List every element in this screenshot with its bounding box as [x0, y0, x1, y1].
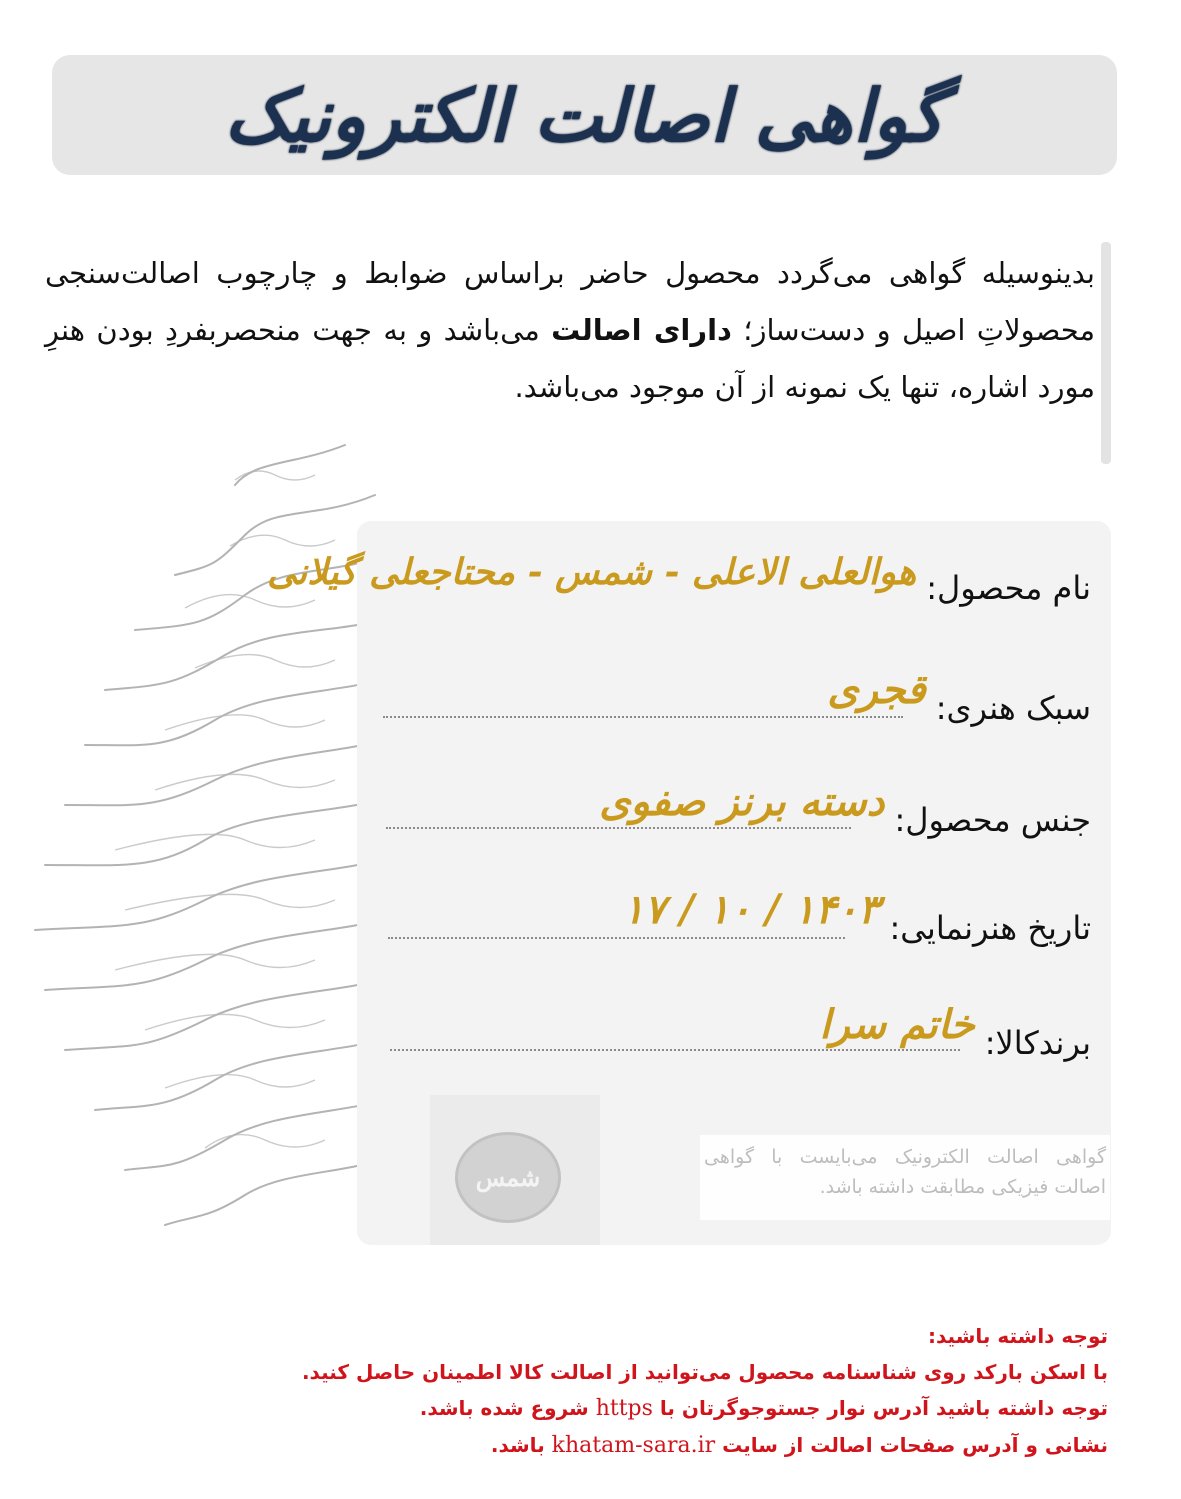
notes-line-site: [230, 1427, 1108, 1464]
notes-https-before: توجه داشته باشید آدرس نوار جستوجوگرتان با: [652, 1396, 1108, 1420]
verification-notes: [230, 1318, 1108, 1464]
art-style-dotted-line: [383, 716, 903, 718]
intro-paragraph: [45, 245, 1095, 416]
product-name-value: هوالعلی الاعلی - شمس - محتاجعلی گیلانی: [267, 551, 917, 593]
physical-certificate-note: گواهی اصالت الکترونیک می‌بایست با گواهی اصالت فیزیکی مطابقت داشته باشد.: [704, 1146, 1106, 1198]
calligraphy-background-decoration: [15, 425, 405, 1255]
art-date-label: تاریخ هنرنمایی:: [889, 909, 1091, 947]
certificate-header: [52, 55, 1117, 175]
field-material: [599, 778, 1091, 839]
notes-https-after: شروع شده باشد.: [419, 1396, 596, 1420]
field-art-date: [622, 886, 1091, 947]
art-style-label: سبک هنری:: [935, 689, 1091, 727]
shams-seal-stamp: [455, 1132, 561, 1223]
art-style-value: قجری: [827, 666, 926, 713]
brand-value: خاتم سرا: [819, 1001, 975, 1048]
brand-label: برندکالا:: [984, 1024, 1091, 1062]
notes-site-url: khatam-sara.ir: [551, 1433, 716, 1458]
notes-line-barcode: با اسکن بارکد روی شناسنامه محصول می‌توانید از اصالت کالا اطمینان حاصل کنید.: [301, 1360, 1108, 1384]
product-name-label: نام محصول:: [926, 569, 1091, 607]
field-brand: [819, 1001, 1091, 1062]
notes-site-before: نشانی و آدرس صفحات اصالت از سایت: [715, 1433, 1108, 1457]
notes-line-https: [230, 1390, 1108, 1427]
notes-site-after: باشد.: [490, 1433, 552, 1457]
art-date-value: ۱۴۰۳ / ۱۰ / ۱۷: [622, 886, 880, 933]
intro-text-start: بدینوسیله گواهی می‌گردد محصول حاضر براساس ضوابط و چارچوب اصالت‌سنجی محصولاتِ اصیل و دست‌ساز؛: [45, 256, 1095, 347]
certificate-title: گواهی اصالت الکترونیک: [224, 72, 945, 158]
intro-text-bold: دارای اصالت: [551, 313, 732, 347]
field-product-name: [267, 551, 1091, 607]
field-art-style: [827, 666, 1091, 727]
material-label: جنس محصول:: [894, 801, 1091, 839]
intro-side-rule: [1101, 242, 1111, 464]
notes-https-word: https: [595, 1396, 653, 1421]
material-value: دسته برنز صفوی: [599, 778, 885, 825]
seal-text: شمس: [475, 1163, 541, 1192]
intro-text-end: می‌باشد و به جهت منحصربفردِ بودن هنرِ مورد اشاره، تنها یک نمونه از آن موجود می‌باشد.: [45, 313, 1095, 404]
notes-title: توجه داشته باشید:: [928, 1324, 1108, 1348]
